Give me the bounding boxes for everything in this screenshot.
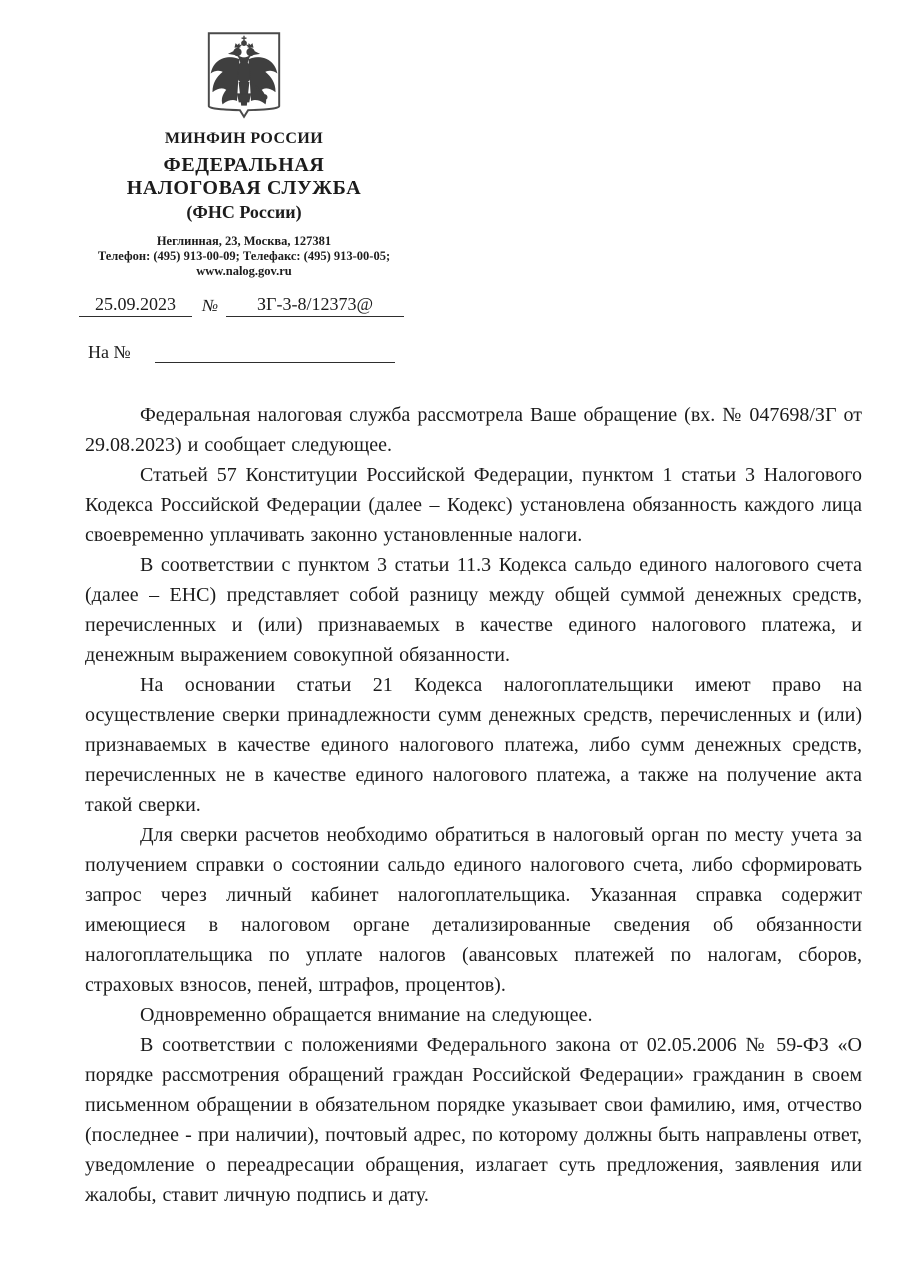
- agency-phone-fax: Телефон: (495) 913-00-09; Телефакс: (495) 913-00-05;: [97, 249, 391, 263]
- paragraph-article-21: На основании статьи 21 Кодекса налогоплательщики имеют право на осуществление сверки принадлежности сумм денежных средств, перечисленных и (или) признаваемых в качестве единого налогового платежа, либо сумм денежных средств, перечисленных не в качестве единого налогового платежа, а также на получение акта такой сверки.: [85, 674, 862, 816]
- letterhead: [79, 30, 409, 279]
- letter-body: [85, 400, 862, 1210]
- coat-of-arms-icon: [203, 30, 285, 120]
- paragraph-constitution: Статьей 57 Конституции Российской Федерации, пунктом 1 статьи 3 Налогового Кодекса Российской Федерации (далее – Кодекс) установлена обязанность каждого лица своевременно уплачивать законно установленные налоги.: [85, 464, 862, 546]
- paragraph-federal-law-59: В соответствии с положениями Федерального закона от 02.05.2006 № 59-ФЗ «О порядке рассмотрения обращений граждан Российской Федерации» гражданин в своем письменном обращении в обязательном порядке указывает свои фамилию, имя, отчество (последнее - при наличии), почтовый адрес, по которому должны быть направлены ответ, уведомление о переадресации обращения, излагает суть предложения, заявления или жалобы, ставит личную подпись и дату.: [85, 1034, 862, 1206]
- letter-number: ЗГ-3-8/12373@: [226, 294, 404, 317]
- paragraph-attention: Одновременно обращается внимание на следующее.: [140, 1004, 593, 1026]
- agency-name-line1: ФЕДЕРАЛЬНАЯ: [163, 154, 325, 176]
- agency-name-line2: НАЛОГОВАЯ СЛУЖБА: [126, 177, 362, 199]
- agency-address: Неглинная, 23, Москва, 127381: [156, 234, 332, 248]
- agency-abbreviation: (ФНС России): [186, 202, 302, 222]
- paragraph-reconciliation: Для сверки расчетов необходимо обратиться в налоговый орган по месту учета за получением справки о состоянии сальдо единого налогового счета, либо сформировать запрос через личный кабинет налогоплательщика. Указанная справка содержит имеющиеся в налоговом органе детализированные сведения об обязанности налогоплательщика по уплате налогов (авансовых платежей по налогам, сборов, страховых взносов, пеней, штрафов, процентов).: [85, 824, 862, 996]
- agency-website: www.nalog.gov.ru: [196, 264, 292, 278]
- paragraph-ens-definition: В соответствии с пунктом 3 статьи 11.3 Кодекса сальдо единого налогового счета (далее – ЕНС) представляет собой разницу между общей суммой денежных средств, перечисленных и (или) признаваемых в качестве единого налогового платежа, и денежным выражением совокупной обязанности.: [85, 554, 862, 666]
- numero-sign: №: [202, 296, 219, 315]
- reply-reference-label: На №: [88, 342, 131, 362]
- paragraph-greeting-intro: Федеральная налоговая служба рассмотрела Ваше обращение (вх. № 047698/ЗГ от 29.08.2023) и сообщает следующее.: [85, 404, 862, 456]
- date-number-row: [79, 294, 862, 317]
- reply-reference-blank-line: [155, 340, 395, 363]
- reply-reference-row: [88, 340, 862, 363]
- ministry-name: МИНФИН РОССИИ: [164, 130, 324, 147]
- letter-date: 25.09.2023: [79, 294, 192, 317]
